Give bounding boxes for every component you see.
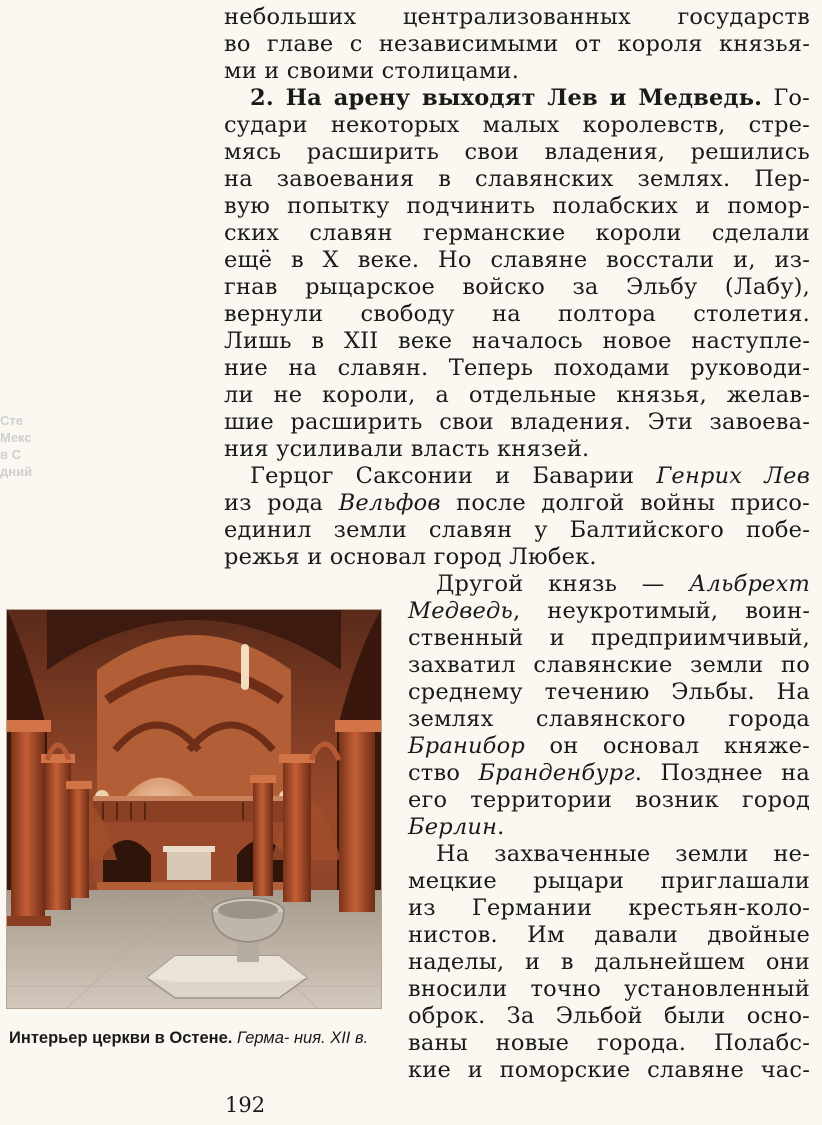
text-line: вернули свободу на полтора столетия. xyxy=(224,301,810,327)
person-name: Альбрехт xyxy=(689,571,810,597)
text-line: захватил славянские земли по xyxy=(408,652,810,678)
text-line: гнав рыцарское войско за Эльбу (Лабу), xyxy=(224,274,810,300)
text-fragment: , неукротимый, воин- xyxy=(512,598,810,624)
text-line: На захваченные земли не- xyxy=(436,841,810,867)
principality-name: Бранденбург xyxy=(478,760,635,786)
text-fragment: . xyxy=(497,814,505,840)
text-line: оброк. За Эльбой были осно- xyxy=(408,1003,810,1029)
text-line: мясь расширить свои владения, решились xyxy=(224,139,810,165)
text-fragment: он основал княже- xyxy=(524,733,810,759)
text-line: на завоевания в славянских землях. Пер- xyxy=(224,166,810,192)
caption-details: Герма- ния. XII в. xyxy=(232,1029,369,1047)
church-interior-illustration xyxy=(7,610,381,1008)
ghost-line: Сте xyxy=(0,413,23,428)
text-line: ственный и предприимчивый, xyxy=(408,625,810,651)
text-line xyxy=(408,814,810,840)
text-fragment: из рода xyxy=(224,490,339,516)
text-line: наделы, и в дальнейшем они xyxy=(408,949,810,975)
text-line: ли не короли, а отдельные князья, желав- xyxy=(224,382,810,408)
text-line: вносили точно установленный xyxy=(408,976,810,1002)
text-line: шие расширить свои владения. Эти завоева- xyxy=(224,409,810,435)
text-fragment: Го- xyxy=(773,85,810,111)
margin-ghost-text xyxy=(0,412,60,480)
text-line: землях славянского города xyxy=(408,706,810,732)
section-heading-line xyxy=(250,85,810,111)
church-interior-photo xyxy=(6,609,382,1009)
ghost-line: Мекс xyxy=(0,430,32,445)
text-line xyxy=(408,733,810,759)
person-name: Медведь xyxy=(408,598,513,624)
text-line: ваны новые города. Полабс- xyxy=(408,1030,810,1056)
text-line xyxy=(250,463,810,489)
text-fragment: ство xyxy=(408,760,479,786)
ghost-line: дний xyxy=(0,464,33,479)
text-line: ния усиливали власть князей. xyxy=(224,436,590,462)
text-line: Лишь в XII веке началось новое наступле- xyxy=(224,328,810,354)
text-line: вую попытку подчинить полабских и помор- xyxy=(224,193,810,219)
text-line: ние на славян. Теперь походами руководи- xyxy=(224,355,810,381)
text-fragment: Другой князь — xyxy=(436,571,690,597)
section-heading: 2. На арену выходят Лев и Медведь. xyxy=(250,85,763,111)
text-line: ми и своими столицами. xyxy=(224,58,520,84)
text-line: ещё в X веке. Но славяне восстали и, из- xyxy=(224,247,810,273)
text-fragment: . Позднее на xyxy=(634,760,810,786)
text-line: во главе с независимыми от короля князья- xyxy=(224,31,810,57)
text-line: ских славян германские короли сделали xyxy=(224,220,810,246)
figure-caption xyxy=(9,1028,374,1049)
page-number: 192 xyxy=(225,1093,266,1117)
city-name: Берлин xyxy=(408,814,498,840)
text-line: судари некоторых малых королевств, стре- xyxy=(224,112,810,138)
text-line: мецкие рыцари приглашали xyxy=(408,868,810,894)
text-fragment: после долгой войны присо- xyxy=(440,490,810,516)
city-name: Бранибор xyxy=(408,733,525,759)
text-line: единил земли славян у Балтийского побе- xyxy=(224,517,810,543)
text-line: среднему течению Эльбы. На xyxy=(408,679,810,705)
ghost-line: в С xyxy=(0,447,21,462)
text-line xyxy=(436,571,810,597)
text-line xyxy=(408,598,810,624)
dynasty-name: Вельфов xyxy=(338,490,441,516)
person-name: Генрих Лев xyxy=(656,463,810,489)
caption-title: Интерьер церкви в Остене. xyxy=(9,1029,233,1047)
text-line: кие и поморские славяне час- xyxy=(408,1057,810,1083)
text-line: его территории возник город xyxy=(408,787,810,813)
text-fragment: Герцог Саксонии и Баварии xyxy=(250,463,657,489)
text-line: нистов. Им давали двойные xyxy=(408,922,810,948)
text-line xyxy=(408,760,810,786)
text-line: из Германии крестьян-коло- xyxy=(408,895,810,921)
text-line: режья и основал город Любек. xyxy=(224,544,597,570)
text-line xyxy=(224,490,810,516)
text-line: небольших централизованных государств xyxy=(224,4,810,30)
